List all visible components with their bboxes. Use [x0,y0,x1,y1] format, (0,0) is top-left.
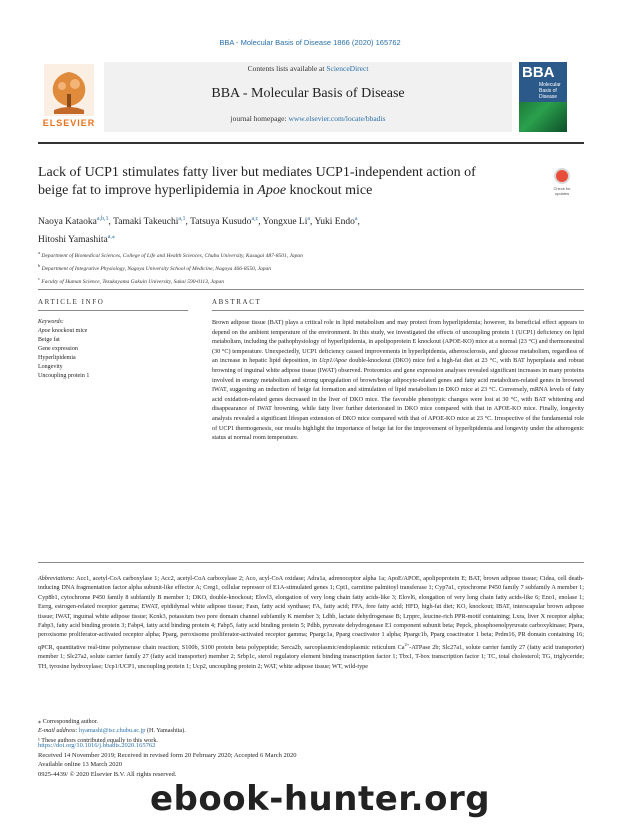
keyword-item: Longevity [38,364,63,370]
author-separator: , [357,217,360,228]
affiliation-item [38,248,578,261]
abbreviations-part-a: Acc1, acetyl-CoA carboxylase 1; Acc2, acetyl-CoA carboxylase 2; Aco, acyl-CoA oxidase; Adra1a, adrenoceptor alpha 1a; ApoE/APOE, apolipoprotein E; BAT, brown adipose tissue; Cidea, cell death-inducing DNA fragmentation factor alpha subunit-like effector A; Creg1, cellular repressor of E1A-stimulated genes 1; Cpt1, carnitine palmitoyl transferase 1; Cyp7a1, cytochrome P450 family 7 subfamily A member 1; Cyp8b1, cytochrome P450 family 8 subfamily B member 1; DKO, double-knockout; Elovl3, elongation of very long chain fatty acids-like 3; Elovl6, elongation of very long chain fatty acids-like 6; Eno1, enolase 1; Esrrg, estrogen-related receptor gamma; EWAT, epididymal white adipose tissue; Fasn, fatty acid synthase; FA, fatty acid; FFA, free fatty acid; HFD, high-fat diet; KO, knockout; IBAT, interscapular brown adipose tissue; IWAT, inguinal white adipose tissue; Kcnk3, potassium two pore domain channel subfamily K member 3; Ldhb, lactate dehydrogenase B; Lrpprc, leucine-rich PPR-motif containing; Lxra, liver X receptor alpha; Fabp3, fatty acid binding protein 3; Fabp4, fatty acid binding protein 4; Fabp5, fatty acid binding protein 5; Pdhb, pyruvate dehydrogenase E1 component subunit beta; Pepck, phosphoenolpyruvate carboxykinase; Ppara, peroxisome proliferator-activated receptor alpha; Pparg, peroxisome proliferator-activated receptor gamma; Ppargc1a, Pparg coactivator 1 alpha; Ppargc1b, Pparg coactivator 1 beta; Prdm16, PR domain containing 16; qPCR, quantitative real-time polymerase chain reaction; S100b, S100 protein beta polypeptide; Serca2b, sarcoplasmic/endoplasmic reticulum Ca [38,575,584,651]
affiliation-sup: b [38,262,41,268]
abstract-part-b: double-knockout (DKO) mice fed a high-fat diet at 23 °C, with BAT hyperplasia and robust browning of inguinal white adipose tissue (IWAT) observed. Proteomics and gene expression analyses revealed significant increases in many proteins involved in energy metabolism and strong upregulation of brown/beige adipocyte-related genes and fatty acid metabolism-related genes in browned IWAT, suggesting an induction of beige fat formation and stimulation of lipid metabolism in DKO mice at 23 °C. Conversely, mRNA levels of fatty acid oxidation-related genes decreased in the liver of DKO mice. The favorable phenotypic changes were lost at 30 °C, with BAT whitening and disappearance of IWAT browning, while fatty liver further deteriorated in DKO mice compared with that in APOE-KO mice. Finally, longevity analysis revealed a significant lifespan extension of DKO mice compared with that of APOE-KO mice at 23 °C. Irrespective of the fundamental role of UCP1 thermogenesis, our results highlight the importance of beige fat for the improvement of hyperlipidemia and longevity under the atherogenic status at normal room temperature. [212,357,584,442]
keyword-item: Beige fat [38,337,60,343]
author-affiliation-sup[interactable]: a,c [251,216,259,222]
author-affiliation-sup[interactable]: a,⁎ [107,234,115,241]
author-separator: , [108,217,114,228]
section-top-rule [38,289,584,290]
watermark-text: ebook-hunter.org [150,779,491,819]
affiliation-sup: a [38,250,40,255]
journal-header-box [104,62,512,132]
affiliation-sup: c [38,275,40,281]
issn-copyright: 0925-4439/ © 2020 Elsevier B.V. All rights reserved. [38,770,177,778]
article-info-heading: ARTICLE INFO [38,298,105,306]
publication-info [38,741,584,779]
author-name[interactable]: Naoya Kataoka [38,217,97,228]
check-updates-label: Check for updates [553,186,571,196]
author-affiliation-sup[interactable]: a [354,216,358,222]
homepage-line [104,114,512,123]
contents-prefix: Contents lists available at [247,64,327,73]
affiliation-text: Faculty of Human Science, Tezukayama Gakuin University, Sakai 590-0113, Japan [40,278,225,285]
author-name[interactable]: Tamaki Takeuchi [113,217,179,228]
cover-title: BBA [522,64,555,81]
keyword-item: Gene expression [38,346,78,352]
article-info-rule [38,310,188,311]
keyword-item: Uncoupling protein 1 [38,373,90,379]
keyword-list [38,327,188,381]
affiliation-item [38,261,578,274]
abstract-italic: Ucp1/Apoe [319,357,347,365]
elsevier-wordmark: ELSEVIER [42,118,96,128]
journal-title: BBA - Molecular Basis of Disease [211,86,405,101]
elsevier-tree-icon [44,64,94,116]
abstract-bottom-rule [38,562,584,563]
author-name[interactable]: Hitoshi Yamashita [38,235,108,246]
author-list [38,212,558,248]
doi-link[interactable]: https://doi.org/10.1016/j.bbadis.2020.165762 [38,742,156,749]
header-divider [38,142,584,144]
author-affiliation-sup[interactable]: a,1 [178,216,186,222]
keyword-item: Hyperlipidemia [38,355,76,361]
abstract-heading: ABSTRACT [212,298,262,306]
author-separator: , [185,217,191,228]
affiliation-item [38,274,578,287]
corresponding-author-note: ⁎ Corresponding author. [38,718,98,725]
email-label: E-mail address: [38,727,80,735]
check-updates-icon [554,168,570,184]
homepage-link[interactable]: www.elsevier.com/locate/bbadis [288,114,386,123]
affiliation-text: Department of Integrative Physiology, Nagoya University School of Medicine, Nagoya 466-8550, Japan [40,265,272,272]
keywords-block [38,318,188,381]
author-affiliation-sup[interactable]: a [307,216,311,222]
email-note [38,726,584,735]
contents-line [104,64,512,73]
cover-artwork [519,102,567,132]
running-head[interactable]: BBA - Molecular Basis of Disease 1866 (2020) 165762 [219,38,401,47]
elsevier-logo [38,62,100,132]
online-date: Available online 13 March 2020 [38,761,122,769]
abstract-text [212,318,584,443]
keywords-label: Keywords: [38,319,64,325]
affiliation-text: Department of Biomedical Sciences, College of Life and Health Sciences, Chubu University, Kasugai 487-8501, Japan [40,252,303,259]
abstract-rule [212,310,584,311]
email-link[interactable]: hyamashi@isc.chubu.ac.jp [79,727,146,735]
author-name[interactable]: Yongxue Li [262,217,308,228]
abbreviations-part-b: -ATPase 2b; Slc27a1, solute carrier family 27 (fatty acid transporter) member 1; Slc27a2, solute carrier family 27 (fatty acid transporter) member 2; Srbp1c, sterol regulatory element binding transcription factor 1; Tbx1, T-box transcription factor 1; TC, total cholesterol; TG, triglyceride; TH, tyrosine hydroxylase; Ucp1/UCP1, uncoupling protein 1; Ucp2, uncoupling protein 2; WAT, white adipose tissue; WT, wild-type [38,643,584,670]
title-part-2: knockout mice [286,183,373,198]
received-dates: Received 14 November 2019; Received in revised form 20 February 2020; Accepted 6 March 2020 [38,751,297,759]
author-affiliation-sup[interactable]: a,b,1 [96,216,109,222]
article-title [38,164,508,200]
check-for-updates-button[interactable] [548,168,576,200]
author-separator: , [310,217,315,228]
abbreviations-sup: 2+ [404,641,410,647]
author-separator: , [258,217,263,228]
equal-contribution-note: ¹ These authors contributed equally to this work. [38,736,158,744]
abstract-part-a: Brown adipose tissue (BAT) plays a critical role in lipid metabolism and may protect from hyperlipidemia; however, its beneficial effect appears to depend on the ambient temperature of the environment. In this study, we investigated the effects of uncoupling protein 1 (UCP1) deficiency on lipid metabolism, including the pathophysiology of hyperlipidemia, in apolipoprotein E knockout (APOE-KO) mice at a normal (23 °C) and thermoneutral (30 °C) temperature. Unexpectedly, UCP1 deficiency caused improvements in hyperlipidemia, atherosclerosis, and glucose metabolism, regardless of an increase in hepatic lipid deposition, in [212,319,584,365]
affiliation-list [38,248,578,286]
author-name[interactable]: Tatsuya Kusudo [190,217,252,228]
abbreviations-footnote [38,574,584,671]
journal-cover-image [519,62,567,132]
author-name[interactable]: Yuki Endo [314,217,355,228]
cover-subtitle: Molecular Basis of Disease [539,82,561,100]
title-part-1: Lack of UCP1 stimulates fatty liver but mediates UCP1-independent action of beige fat to improve hyperlipidemia in [38,165,476,198]
sciencedirect-link[interactable]: ScienceDirect [326,64,369,73]
email-suffix: (H. Yamashita). [145,727,186,735]
title-italic: Apoe [257,183,287,198]
homepage-prefix: journal homepage: [230,114,289,123]
keyword-item: Apoe knockout mice [38,328,88,334]
abbreviations-label: Abbreviations: [38,575,75,582]
